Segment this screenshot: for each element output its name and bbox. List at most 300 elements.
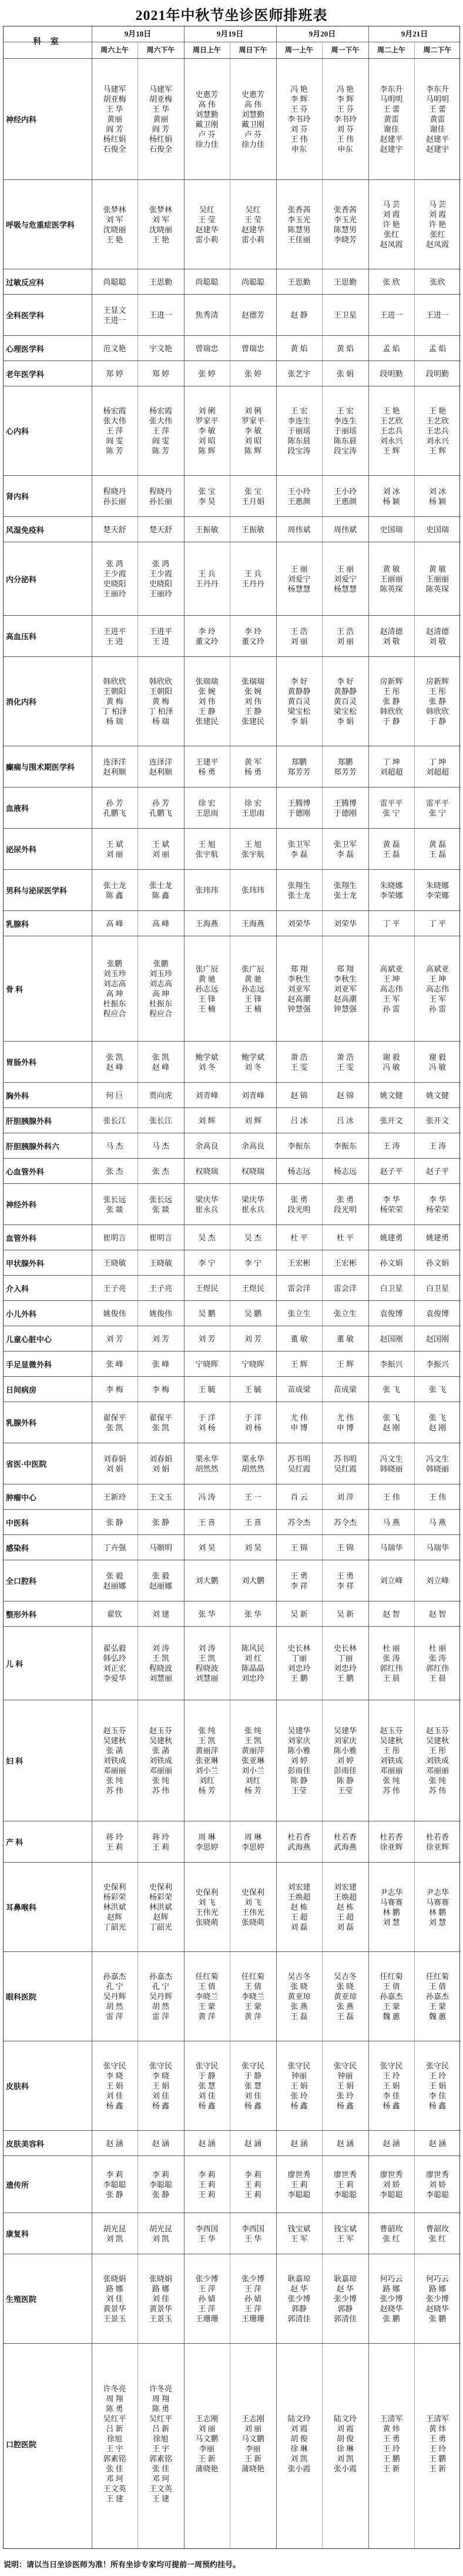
doctor-cell	[368, 1863, 414, 1951]
halfday-header: 周二下午	[423, 46, 452, 54]
doctor-cell	[137, 1821, 184, 1862]
doctor-name: 肖 云	[290, 1492, 308, 1501]
dept-name: 男科与泌尿医学科	[6, 886, 68, 895]
doctor-name: 杨红娟	[149, 135, 172, 144]
doctor-name: 于 静	[428, 717, 447, 726]
doctor-name: 史长林	[287, 1644, 311, 1653]
doctor-cell	[184, 1301, 230, 1326]
doctor-cell	[276, 336, 322, 361]
doctor-name: 王煜民	[241, 1283, 264, 1293]
doctor-name: 尹志华	[380, 1887, 403, 1897]
doctor-name: 王 锦	[290, 1543, 308, 1552]
doctor-cell	[322, 788, 368, 828]
doctor-name: 张 纯	[198, 1726, 216, 1735]
doctor-name: 翟保平	[103, 1413, 126, 1422]
doctor-name: 王 蒙	[198, 2002, 216, 2011]
doctor-name: 胡光昆	[149, 2224, 172, 2233]
dept-row	[4, 516, 461, 542]
doctor-cell	[414, 1627, 461, 1700]
doctor-name: 刘荣华	[333, 919, 357, 928]
doctor-name: 刘 军	[152, 215, 170, 224]
doctor-name: 崔永兵	[241, 1204, 264, 1214]
doctor-name: 史晓阳	[103, 579, 126, 588]
doctor-name: 林 鹏	[383, 1907, 400, 1917]
doctor-cell	[92, 2213, 137, 2254]
doctor-name: 张 红	[383, 2234, 400, 2243]
doctor-name: 权晓瑞	[195, 1166, 219, 1176]
doctor-cell	[368, 1952, 414, 2041]
doctor-cell	[414, 746, 461, 787]
doctor-name: 王 军	[336, 2234, 354, 2243]
doctor-name: 黄 萍	[244, 2012, 262, 2021]
doctor-name: 张 娟	[336, 369, 354, 378]
doctor-name: 王 倩	[383, 1982, 400, 1991]
doctor-cell	[184, 1326, 230, 1351]
doctor-cell	[184, 1863, 230, 1951]
doctor-name: 王 莉	[290, 2180, 308, 2189]
doctor-name: 张 鹏	[428, 2314, 447, 2323]
doctor-name: 张长远	[103, 1194, 126, 1204]
dept-row	[4, 2213, 461, 2254]
doctor-cell	[368, 1225, 414, 1250]
doctor-cell	[414, 2041, 461, 2130]
doctor-name: 戴卫刚	[241, 119, 264, 129]
doctor-name: 李 莉	[244, 2170, 262, 2179]
doctor-name: 陈东晨	[287, 436, 311, 445]
doctor-name: 胡 俊	[290, 2434, 308, 2443]
doctor-cell	[414, 870, 461, 910]
doctor-cell	[414, 2156, 461, 2213]
doctor-name: 王 莉	[244, 2190, 262, 2199]
doctor-cell	[184, 269, 230, 294]
doctor-cell	[276, 1326, 322, 1351]
dept-row	[4, 746, 461, 787]
dept-row	[4, 2041, 461, 2130]
doctor-name: 吴 杰	[198, 1233, 216, 1242]
doctor-name: 王 涛	[383, 1141, 400, 1150]
doctor-name: 孙志远	[241, 984, 264, 993]
doctor-name: 王 彤	[383, 687, 400, 696]
doctor-name: 马瑞华	[380, 1543, 403, 1552]
doctor-name: 张香茜	[287, 205, 311, 214]
doctor-name: 任红菊	[241, 1972, 264, 1981]
doctor-cell	[137, 517, 184, 542]
doctor-cell	[368, 1042, 414, 1082]
doctor-name: 李 晓	[152, 2071, 170, 2080]
doctor-name: 张 静	[428, 697, 447, 706]
dept-name: 儿 科	[6, 1659, 24, 1669]
doctor-cell	[322, 386, 368, 475]
doctor-name: 白卫星	[425, 1283, 449, 1293]
doctor-name: 黄 驰	[198, 974, 216, 983]
doctor-name: 刘 婷	[290, 1756, 308, 1765]
doctor-name: 马文鹏	[195, 2434, 219, 2443]
doctor-cell	[184, 1700, 230, 1821]
doctor-name: 刘青峰	[241, 1090, 264, 1100]
doctor-name: 王莹	[291, 1786, 307, 1795]
doctor-name: 李 华	[383, 1194, 400, 1204]
dept-row	[4, 828, 461, 869]
doctor-cell	[276, 1863, 322, 1951]
doctor-name: 韩欣欣	[149, 677, 172, 686]
doctor-name: 李 宁	[198, 1258, 216, 1267]
doctor-cell	[322, 1159, 368, 1183]
doctor-name: 赵玉芬	[425, 1726, 449, 1735]
doctor-name: 王 萍	[198, 2284, 216, 2293]
doctor-name: 胡亚梅	[149, 95, 172, 104]
doctor-name: 孙 芳	[152, 798, 170, 807]
doctor-name: 张鹏	[106, 959, 122, 968]
doctor-cell	[368, 1133, 414, 1158]
doctor-cell	[230, 1535, 276, 1560]
doctor-name: 刘 霞	[428, 210, 447, 219]
dept-name: 皮肤美容科	[6, 2139, 45, 2148]
doctor-name: 李荣娜	[380, 890, 403, 900]
doctor-name: 武海燕	[333, 1842, 357, 1851]
doctor-name: 赵 峰	[152, 1062, 170, 1072]
doctor-cell	[322, 1377, 368, 1402]
doctor-name: 赵清德	[425, 626, 449, 636]
doctor-name: 王 宏	[290, 406, 308, 415]
doctor-cell	[276, 361, 322, 386]
doctor-cell	[414, 1225, 461, 1250]
doctor-name: 王 宇	[152, 2444, 170, 2453]
doctor-name: 于 静	[383, 717, 400, 726]
dept-name: 手足显微外科	[6, 1360, 52, 1369]
doctor-name: 刘立峰	[380, 1576, 403, 1585]
dept-row	[4, 1626, 461, 1700]
doctor-name: 吴吉冬	[333, 1972, 357, 1981]
doctor-name: 刘 红	[244, 1654, 262, 1663]
doctor-name: 石俊全	[103, 145, 126, 154]
doctor-name: 陈晶晶	[241, 1664, 264, 1673]
doctor-name: 刘铁成	[149, 1756, 172, 1765]
doctor-name: 赵国刚	[425, 1334, 449, 1343]
doctor-name: 段光明	[333, 1204, 357, 1214]
doctor-cell	[92, 295, 137, 335]
doctor-name: 杨 颖	[428, 496, 447, 506]
doctor-name: 黄 梅	[106, 697, 123, 706]
doctor-cell	[137, 1301, 184, 1326]
doctor-name: 张大伟	[103, 416, 126, 425]
doctor-name: 杨 瑞	[106, 717, 123, 726]
doctor-name: 刘 冬	[198, 1062, 216, 1072]
doctor-name: 王 玲	[383, 2444, 400, 2453]
dept-name: 消化内科	[6, 698, 37, 706]
doctor-name: 张 峰	[152, 1359, 170, 1369]
doctor-name: 黄丽萍	[241, 1746, 264, 1755]
doctor-name: 杨彩荣	[103, 1893, 126, 1901]
dept-name: 康复科	[6, 2230, 29, 2238]
doctor-name: 王忠兵	[425, 426, 449, 435]
doctor-name: 李 辉	[336, 95, 354, 104]
doctor-cell	[184, 1352, 230, 1376]
doctor-cell	[92, 746, 137, 787]
doctor-cell	[230, 1952, 276, 2041]
doctor-name: 刘 昭	[244, 436, 262, 445]
doctor-cell	[368, 1326, 414, 1351]
doctor-name: 马文鹏	[241, 2434, 264, 2443]
doctor-name: 李思婷	[241, 1842, 264, 1851]
doctor-name: 刘 萍	[336, 1492, 354, 1501]
doctor-name: 张 婷	[244, 369, 262, 378]
doctor-cell	[322, 1083, 368, 1107]
dept-row	[4, 1484, 461, 1509]
doctor-name: 刘青峰	[195, 1090, 219, 1100]
doctor-name: 赵 涵	[244, 2138, 262, 2148]
doctor-name: 杨荣荣	[380, 1204, 403, 1214]
doctor-name: 鲍学斌	[195, 1052, 219, 1062]
doctor-name: 王丽丽	[380, 574, 403, 583]
doctor-name: 王清军	[425, 2414, 449, 2423]
doctor-name: 王 斌	[106, 839, 123, 849]
doctor-name: 赵 栋	[290, 1903, 308, 1911]
doctor-cell	[92, 2344, 137, 2544]
doctor-cell	[414, 476, 461, 516]
doctor-name: 李振东	[333, 1141, 357, 1150]
doctor-name: 张 纯	[383, 1776, 400, 1785]
doctor-name: 郭素铭	[103, 2454, 126, 2463]
doctor-name: 刘永兴	[425, 436, 449, 445]
doctor-cell	[322, 1952, 368, 2041]
doctor-name: 张守民	[149, 2061, 172, 2070]
doctor-name: 陈 勇	[152, 2404, 170, 2413]
dept-name: 儿童心脏中心	[6, 1334, 52, 1344]
dept-row	[4, 2343, 461, 2544]
doctor-cell	[184, 2156, 230, 2213]
doctor-cell	[137, 788, 184, 828]
doctor-name: 张 凯	[106, 1423, 123, 1432]
doctor-name: 阎 雯	[152, 436, 170, 445]
doctor-name: 申 博	[290, 1423, 308, 1432]
doctor-name: 陈风民	[241, 1644, 264, 1653]
doctor-name: 李 梅	[106, 1384, 123, 1394]
halfday-header: 周日上午	[192, 46, 221, 54]
doctor-cell	[230, 1184, 276, 1224]
dept-row	[4, 1700, 461, 1821]
doctor-name: 张 鸿	[152, 559, 170, 568]
doctor-name: 孔 宁	[106, 1982, 123, 1991]
doctor-name: 刘 杨	[198, 1423, 216, 1432]
doctor-cell	[322, 1225, 368, 1250]
doctor-cell	[276, 1352, 322, 1376]
doctor-cell	[276, 1484, 322, 1509]
doctor-cell	[276, 1250, 322, 1275]
doctor-cell	[414, 269, 461, 294]
doctor-name: 高 坤	[106, 989, 123, 998]
doctor-name: 李 敏	[244, 426, 262, 435]
doctor-name: 郑 翔	[290, 964, 308, 973]
doctor-name: 高 伟	[244, 99, 262, 109]
doctor-name: 黄 磊	[428, 839, 447, 849]
doctor-cell	[368, 2254, 414, 2343]
doctor-name: 王 建	[152, 2494, 170, 2503]
doctor-name: 钟丽	[337, 2071, 353, 2080]
doctor-name: 赵子平	[380, 1166, 403, 1176]
doctor-cell	[276, 517, 322, 542]
doctor-name: 黄百灵	[287, 697, 311, 706]
doctor-name: 李 祥	[290, 1581, 308, 1590]
dept-name: 中医科	[6, 1518, 29, 1527]
doctor-name: 雷会洋	[333, 1283, 357, 1293]
doctor-cell	[414, 1560, 461, 1601]
doctor-cell	[276, 2213, 322, 2254]
doctor-name: 韩欣欣	[425, 707, 449, 716]
doctor-name: 翟钦	[106, 1609, 122, 1619]
doctor-cell	[230, 1159, 276, 1183]
doctor-cell	[230, 1627, 276, 1700]
doctor-name: 李振东	[287, 1141, 311, 1150]
doctor-name: 王宏彬	[287, 1258, 311, 1267]
doctor-name: 杨慧慧	[287, 584, 311, 593]
doctor-name: 于 洋	[198, 1413, 216, 1422]
doctor-cell	[230, 2344, 276, 2544]
doctor-name: 刘 佳	[244, 2091, 262, 2100]
doctor-name: 高斌亚	[425, 964, 449, 973]
doctor-cell	[322, 1627, 368, 1700]
doctor-cell	[276, 2131, 322, 2155]
doctor-name: 陈 静	[290, 1776, 308, 1785]
doctor-cell	[414, 911, 461, 936]
doctor-name: 韩晓丽	[425, 1464, 449, 1473]
dept-row	[4, 1951, 461, 2041]
doctor-cell	[322, 2041, 368, 2130]
doctor-cell	[368, 476, 414, 516]
doctor-cell	[414, 180, 461, 269]
doctor-name: 冯 敏	[383, 1062, 400, 1072]
doctor-cell	[322, 870, 368, 910]
doctor-name: 刘 芬	[336, 125, 354, 134]
doctor-cell	[368, 517, 414, 542]
doctor-name: 杨 芳	[198, 1786, 216, 1795]
doctor-name: 张守民	[425, 2061, 449, 2070]
doctor-name: 张 飞	[383, 1384, 400, 1394]
doctor-name: 张 宁	[428, 808, 447, 817]
doctor-name: 袁俊博	[425, 1309, 449, 1318]
doctor-name: 张小霞	[333, 2464, 357, 2473]
doctor-name: 于丽瑶	[333, 426, 357, 435]
doctor-name: 邓丽丽	[103, 1766, 126, 1775]
doctor-name: 梁宝松	[333, 707, 357, 716]
doctor-cell	[137, 657, 184, 746]
doctor-cell	[92, 1627, 137, 1700]
doctor-name: 冯文生	[380, 1454, 403, 1463]
doctor-name: 黄 萍	[198, 2012, 216, 2021]
doctor-name: 王志刚	[195, 2414, 219, 2423]
doctor-name: 王 坤	[383, 974, 400, 983]
doctor-name: 王 娟	[336, 2081, 354, 2090]
doctor-name: 李 莉	[198, 2170, 216, 2179]
dept-name: 遗传所	[6, 2180, 29, 2190]
doctor-name: 赵丽娜	[103, 1581, 126, 1590]
doctor-name: 刘 昊	[198, 1543, 216, 1552]
dept-name: 产 科	[6, 1838, 24, 1847]
doctor-name: 张亚琳	[241, 1756, 264, 1765]
doctor-name: 董文玲	[195, 636, 219, 646]
doctor-name: 张红	[383, 230, 399, 239]
doctor-name: 李 晓	[106, 2071, 123, 2080]
doctor-name: 张艺宇	[287, 369, 311, 378]
doctor-name: 李聪聪	[380, 2190, 403, 2199]
doctor-name: 宁晓晖	[195, 1359, 219, 1369]
doctor-cell	[276, 1083, 322, 1107]
dept-name: 日间病房	[6, 1385, 37, 1394]
doctor-name: 张守民	[103, 2061, 126, 2070]
date-header: 9月19日	[216, 29, 244, 38]
doctor-name: 陈慧男	[333, 225, 357, 234]
doctor-name: 刘 冬	[244, 1062, 262, 1072]
doctor-name: 刘 建	[152, 1609, 170, 1619]
doctor-name: 任红菊	[195, 1972, 219, 1981]
doctor-cell	[276, 269, 322, 294]
doctor-name: 丁 平	[428, 919, 447, 928]
doctor-name: 张守民	[333, 2061, 357, 2070]
doctor-name: 马顺明	[149, 1543, 172, 1552]
doctor-cell	[414, 2344, 461, 2544]
doctor-name: 孟 焰	[428, 343, 447, 353]
doctor-name: 刘忠玲	[333, 1664, 357, 1673]
doctor-name: 王 楠	[198, 1004, 216, 1013]
doctor-cell	[137, 1108, 184, 1133]
doctor-name: 王思勤	[333, 277, 357, 286]
doctor-name: 李 磊	[336, 849, 354, 859]
doctor-name: 赵玉芬	[380, 1726, 403, 1735]
dept-name: 眼科医院	[6, 1993, 37, 2001]
doctor-cell	[276, 295, 322, 335]
doctor-name: 刘亚军	[333, 984, 357, 993]
doctor-name: 徐 宏	[244, 798, 262, 807]
doctor-cell	[276, 1402, 322, 1443]
doctor-name: 蒋 玲	[106, 1832, 123, 1841]
doctor-cell	[92, 59, 137, 179]
doctor-name: 刘 婷	[336, 1756, 354, 1765]
doctor-name: 廖世秀	[380, 2170, 403, 2179]
doctor-name: 刘 冰	[383, 486, 400, 496]
doctor-name: 刘 霞	[383, 210, 400, 219]
doctor-cell	[230, 870, 276, 910]
doctor-name: 王 凯	[244, 1736, 262, 1745]
doctor-name: 白卫星	[380, 1283, 403, 1293]
doctor-name: 张 燚	[152, 1204, 170, 1214]
doctor-name: 王焕超	[333, 1893, 357, 1901]
doctor-cell	[184, 336, 230, 361]
doctor-name: 王进一	[103, 315, 126, 325]
doctor-name: 张 涛	[428, 1654, 447, 1663]
doctor-cell	[184, 1560, 230, 1601]
dept-row	[4, 1560, 461, 1601]
doctor-name: 张 静	[106, 1517, 123, 1527]
doctor-name: 赵 涵	[336, 2138, 354, 2148]
doctor-name: 曹韶玫	[380, 2224, 403, 2233]
doctor-name: 张 华	[198, 1609, 216, 1619]
doctor-name: 王 宇	[106, 2444, 123, 2453]
doctor-name: 刘铁成	[103, 1756, 126, 1765]
doctor-name: 刘荣华	[287, 919, 311, 928]
doctor-cell	[92, 1250, 137, 1275]
doctor-name: 吴建秋	[149, 1736, 172, 1745]
doctor-cell	[414, 386, 461, 475]
doctor-name: 张 峰	[106, 1359, 123, 1369]
doctor-name: 刘 丽	[198, 2424, 216, 2433]
doctor-name: 孙文娟	[380, 1258, 403, 1267]
doctor-cell	[92, 386, 137, 475]
doctor-cell	[137, 1042, 184, 1082]
doctor-cell	[276, 1301, 322, 1326]
doctor-name: 王 伟	[290, 135, 308, 144]
doctor-name: 黄景华	[103, 2304, 126, 2313]
doctor-name: 王 磊	[428, 849, 447, 859]
doctor-name: 王 凯	[198, 1736, 216, 1745]
